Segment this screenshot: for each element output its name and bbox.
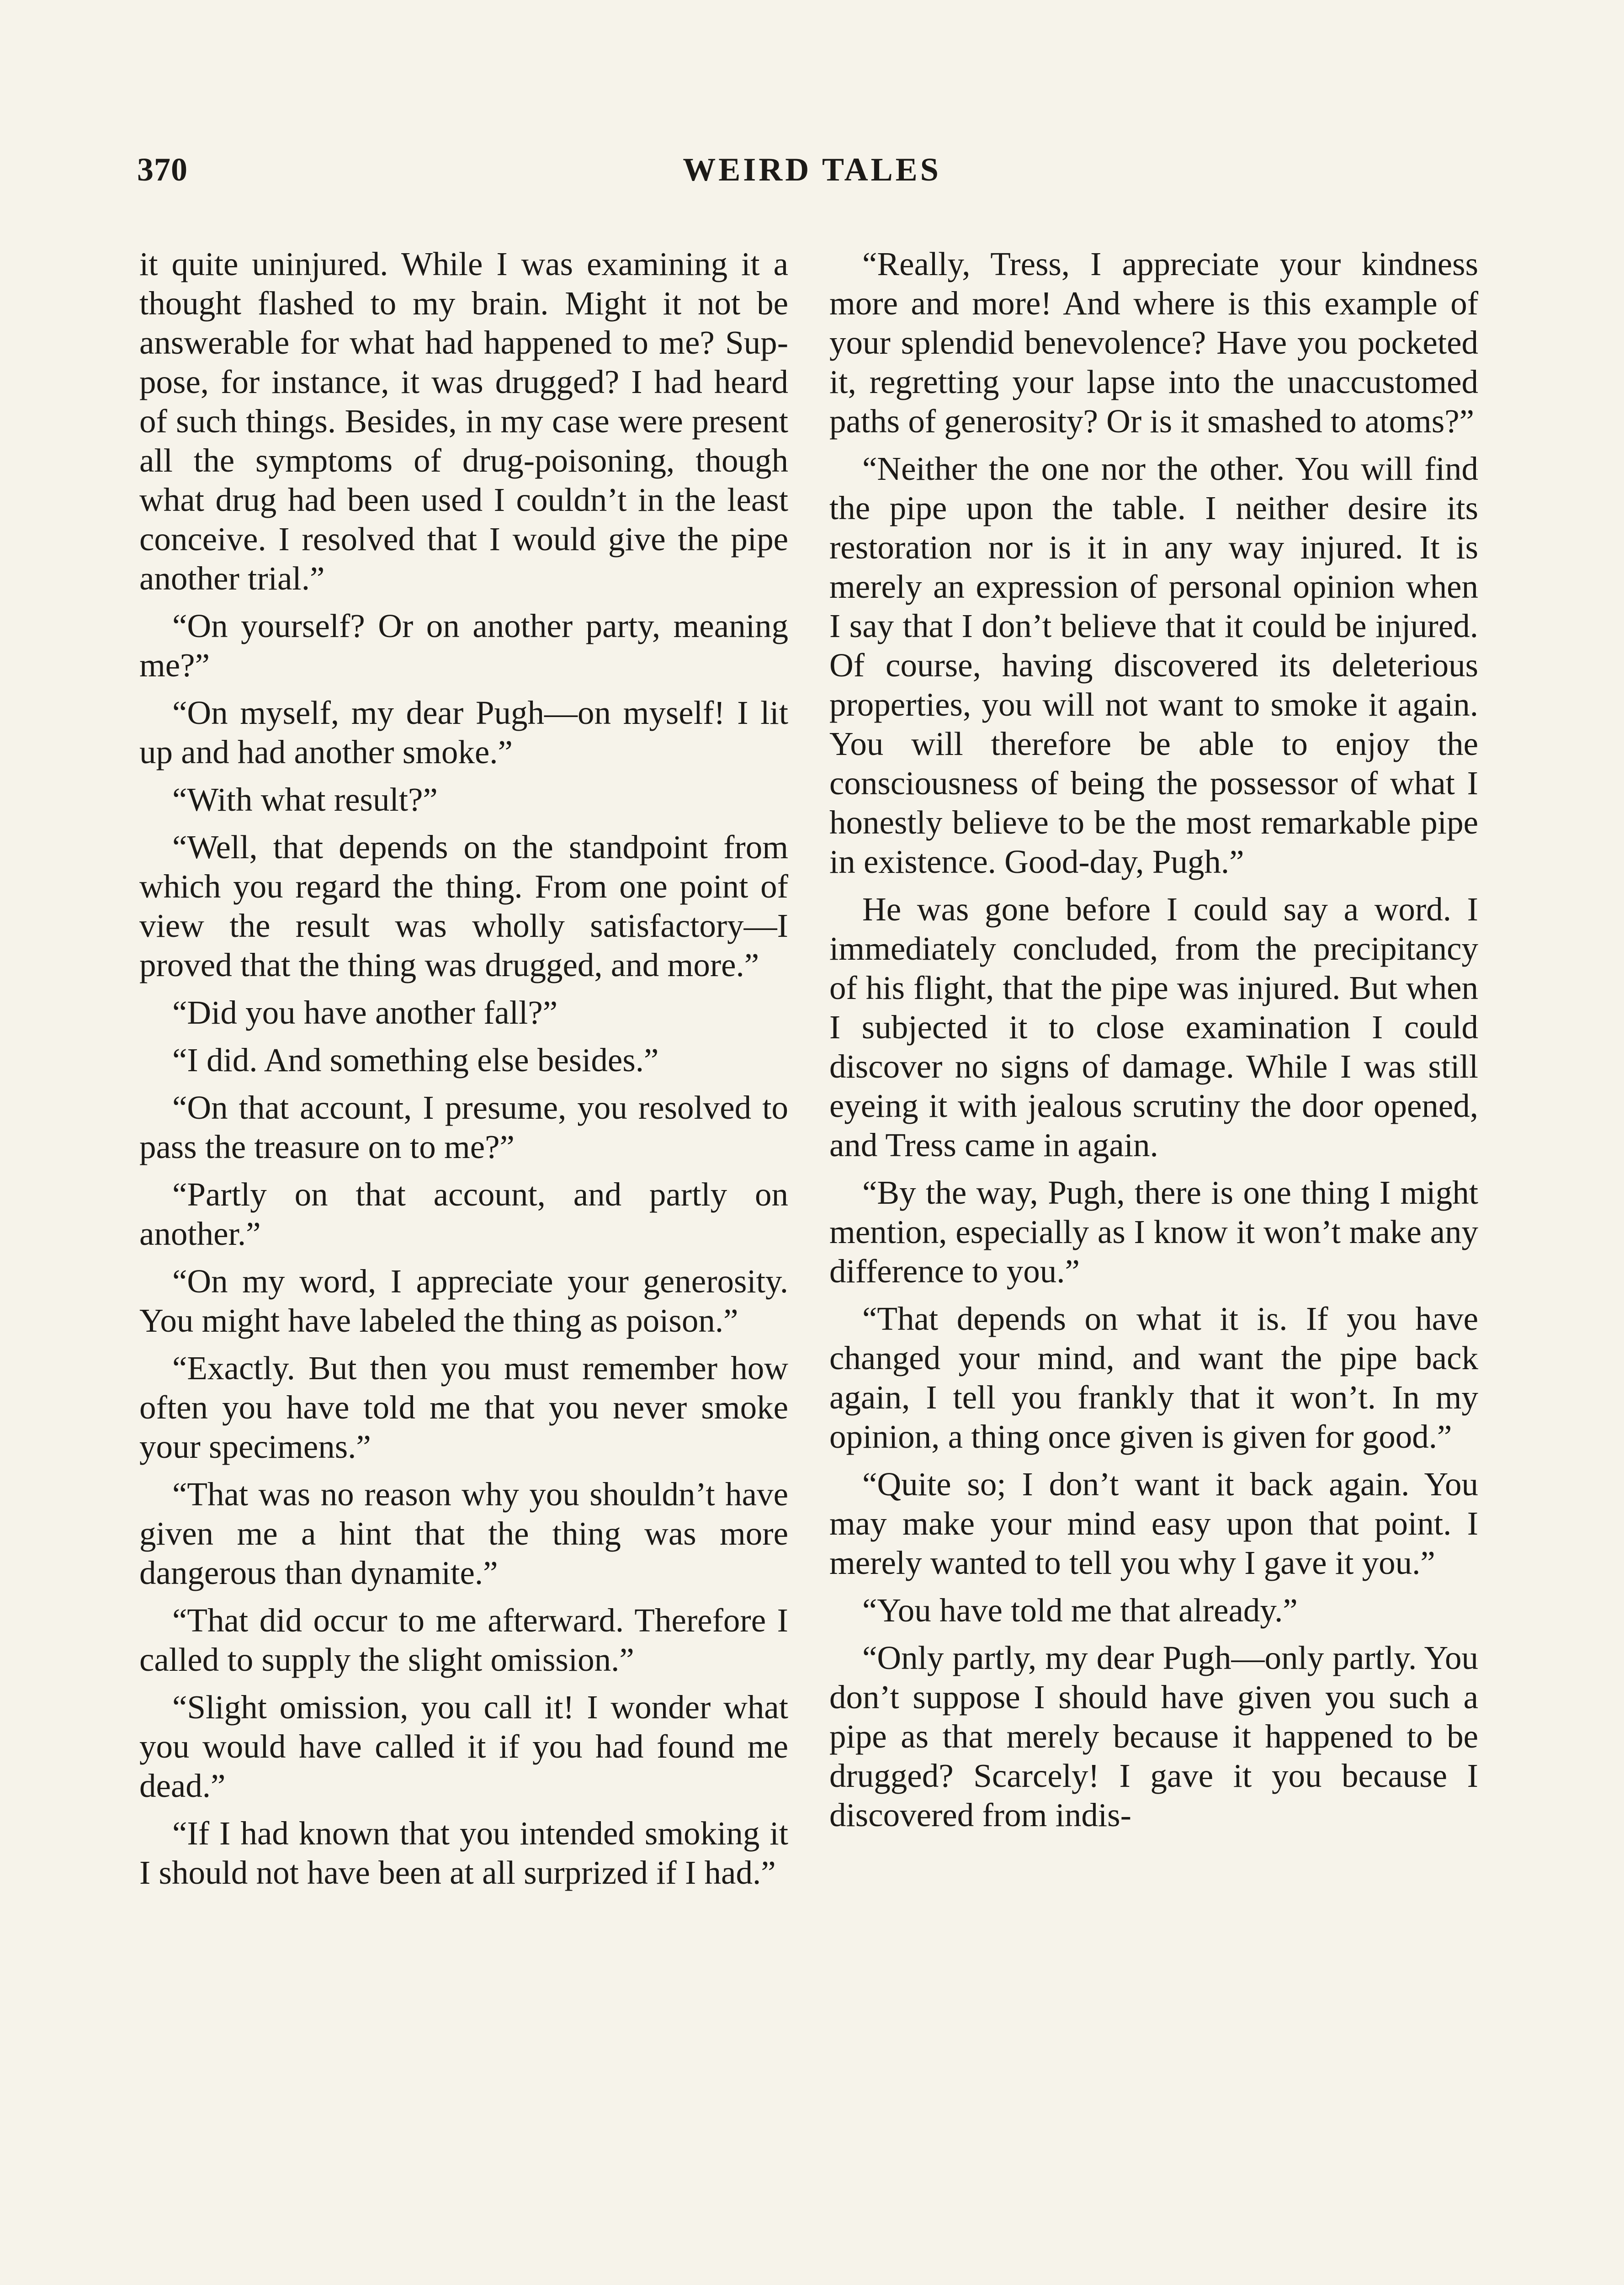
paragraph: “Partly on that account, and partly on another.”: [139, 1176, 788, 1252]
paragraph: “That depends on what it is. If you have changed your mind, and want the pipe back again, I tell you frankly that it won’t. In my opinion, a thing once given is given for good.”: [829, 1300, 1478, 1455]
paragraph: “Well, that depends on the standpoint from which you regard the thing. From one point of view the result was wholly satisfactory—I proved that the thing was drugged, and more.”: [139, 829, 788, 983]
paragraph: “That was no reason why you shouldn’t have given me a hint that the thing was more dangerous than dynamite.”: [139, 1476, 788, 1591]
running-head: WEIRD TALES: [683, 151, 941, 188]
paragraph: “Slight omission, you call it! I wonder what you would have called it if you had found me dead.”: [139, 1689, 788, 1804]
paragraph: “I did. And something else besides.”: [172, 1042, 659, 1079]
paragraph: “You have told me that already.”: [862, 1592, 1298, 1629]
paragraph: “If I had known that you intended smoking it I should not have been at all surprized if I had.”: [139, 1815, 788, 1891]
paragraph: “By the way, Pugh, there is one thing I might mention, especially as I know it won’t make any difference to you.”: [829, 1174, 1478, 1290]
paragraph: “Really, Tress, I appreciate your kindness more and more! And where is this example of your splendid benevolence? Have you pocketed it, regretting your lapse into the unaccustomed paths of generosity? Or is it smashed to atoms?”: [829, 245, 1478, 440]
paragraph: “Did you have another fall?”: [172, 994, 558, 1031]
paragraph: “On myself, my dear Pugh—on myself! I lit up and had another smoke.”: [139, 694, 788, 771]
paragraph: “Exactly. But then you must remember how often you have told me that you never smoke your specimens.”: [139, 1350, 788, 1465]
page-number: 370: [137, 151, 188, 188]
paragraph: “That did occur to me afterward. Therefore I called to supply the slight omission.”: [139, 1602, 788, 1678]
paragraph: “On my word, I appreciate your generosity. You might have labeled the thing as poison.”: [139, 1263, 788, 1339]
paragraph: it quite uninjured. While I was examining it a thought flashed to my brain. Might it not be answerable for what had happened to me? Suppose, for instance, it was drugged? I had heard of such things. Besides, in my case were present all the symptoms of drug-poisoning, though what drug had been used I couldn’t in the least conceive. I resolved that I would give the pipe another trial.”: [139, 245, 788, 597]
left-column: [139, 244, 788, 1901]
paragraph: He was gone before I could say a word. I immediately concluded, from the precipitancy of his flight, that the pipe was injured. But when I subjected it to close examination I could discover no signs of damage. While I was still eyeing it with jealous scrutiny the door opened, and Tress came in again.: [829, 891, 1478, 1164]
paragraph: “Only partly, my dear Pugh—only partly. You don’t suppose I should have given you such a pipe as that merely because it happened to be drugged? Scarcely! I gave it you because I discovered from indis-: [829, 1639, 1478, 1833]
right-column: [829, 244, 1478, 1843]
paragraph: “On yourself? Or on another party, meaning me?”: [139, 607, 788, 684]
paragraph: “Neither the one nor the other. You will find the pipe upon the table. I neither desire its restoration nor is it in any way injured. It is merely an expression of personal opinion when I say that I don’t believe that it could be injured. Of course, having discovered its deleterious properties, you will not want to smoke it again. You will therefore be able to enjoy the consciousness of being the possessor of what I honestly believe to be the most remarkable pipe in existence. Good-day, Pugh.”: [829, 450, 1478, 880]
paragraph: “With what result?”: [172, 781, 438, 818]
paragraph: “Quite so; I don’t want it back again. You may make your mind easy upon that point. I merely wanted to tell you why I gave it you.”: [829, 1466, 1478, 1581]
paragraph: “On that account, I presume, you resolved to pass the treasure on to me?”: [139, 1089, 788, 1165]
